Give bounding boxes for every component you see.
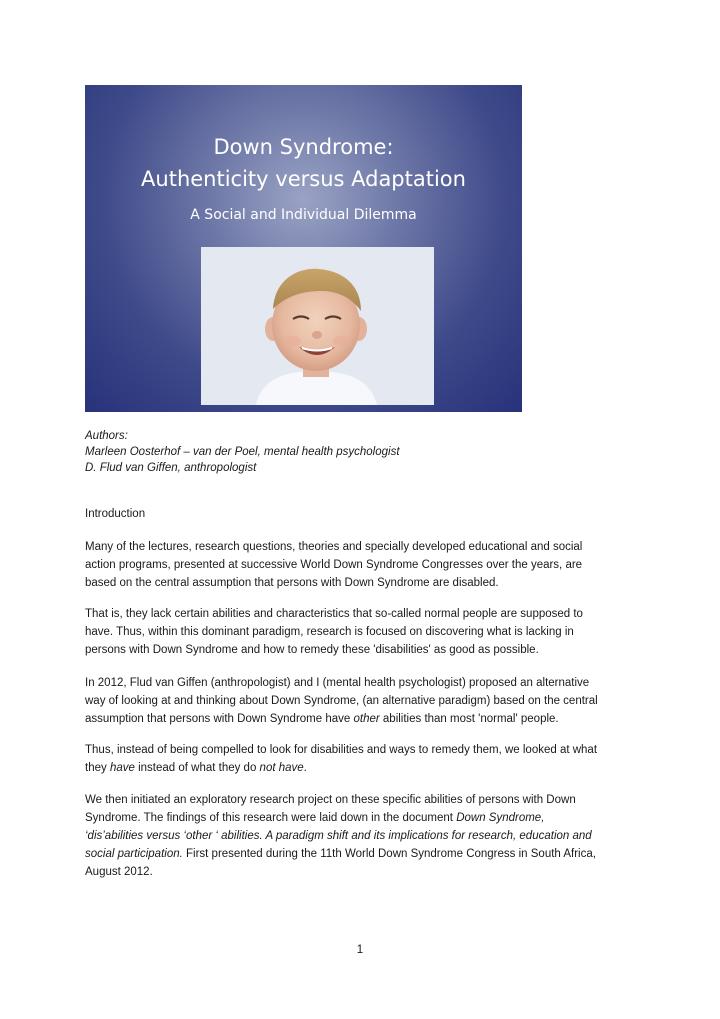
introduction-heading: Introduction [85,508,146,520]
paragraph-line: Thus, instead of being compelled to look for disabilities and ways to remedy them, we looked at what [85,744,598,756]
paragraph-line: Many of the lectures, research questions, theories and specially developed educational and social [85,541,583,553]
paragraph-line [85,759,645,777]
paragraph-line: have. Thus, within this dominant paradigm, research is focused on discovering what is lacking in [85,626,574,638]
paragraph-line: We then initiated an exploratory research project on these specific abilities of persons with Down [85,794,576,806]
authors-label: Authors: [85,430,128,442]
slide-title-line1: Down Syndrome: [213,135,394,159]
document-title-part2: ‘dis’abilities versus ‘other ‘ abilities. A paradigm shift and its implications for research, education and [85,830,592,842]
emphasis-other: other [353,713,380,725]
text-run: instead of what they do [134,762,260,774]
paragraph-2 [85,605,645,659]
child-portrait-illustration [201,247,434,405]
paragraph-line: way of looking at and thinking about Down Syndrome, (an alternative paradigm) based on the central [85,695,598,707]
page-number: 1 [356,944,364,956]
paragraph-3 [85,674,645,728]
child-photo [201,247,434,405]
paragraph-line [85,827,645,845]
paragraph-1 [85,538,645,592]
author-2: D. Flud van Giffen, anthropologist [85,462,257,474]
emphasis-not-have: not have [259,762,304,774]
paragraph-line: persons with Down Syndrome and how to remedy these 'disabilities' as good as possible. [85,644,539,656]
paragraph-line: That is, they lack certain abilities and characteristics that so-called normal people are supposed to [85,608,583,620]
text-run: . [303,762,307,774]
text-run: Syndrome. The findings of this research were laid down in the document [85,812,457,824]
text-run: abilities than most 'normal' people. [379,713,559,725]
paragraph-5 [85,791,645,881]
paragraph-line [85,809,645,827]
paragraph-line: August 2012. [85,866,153,878]
authors-block [85,428,400,476]
text-run: they [85,762,110,774]
paragraph-line: In 2012, Flud van Giffen (anthropologist) and I (mental health psychologist) proposed an alternative [85,677,590,689]
author-1: Marleen Oosterhof – van der Poel, mental health psychologist [85,446,400,458]
slide-subtitle: A Social and Individual Dilemma [190,207,417,223]
slide-title-line2: Authenticity versus Adaptation [141,167,466,191]
paragraph-line: based on the central assumption that persons with Down Syndrome are disabled. [85,577,499,589]
document-title-part1: Down Syndrome, [456,812,545,824]
emphasis-have: have [109,762,135,774]
paragraph-line [85,845,645,863]
text-run: assumption that persons with Down Syndrome have [85,713,354,725]
paragraph-4 [85,741,645,777]
document-title-part3: social participation. [85,848,183,860]
text-run: First presented during the 11th World Down Syndrome Congress in South Africa, [182,848,596,860]
title-slide-image [85,85,522,412]
paragraph-line: action programs, presented at successive World Down Syndrome Congresses over the years, are [85,559,583,571]
paragraph-line [85,710,645,728]
